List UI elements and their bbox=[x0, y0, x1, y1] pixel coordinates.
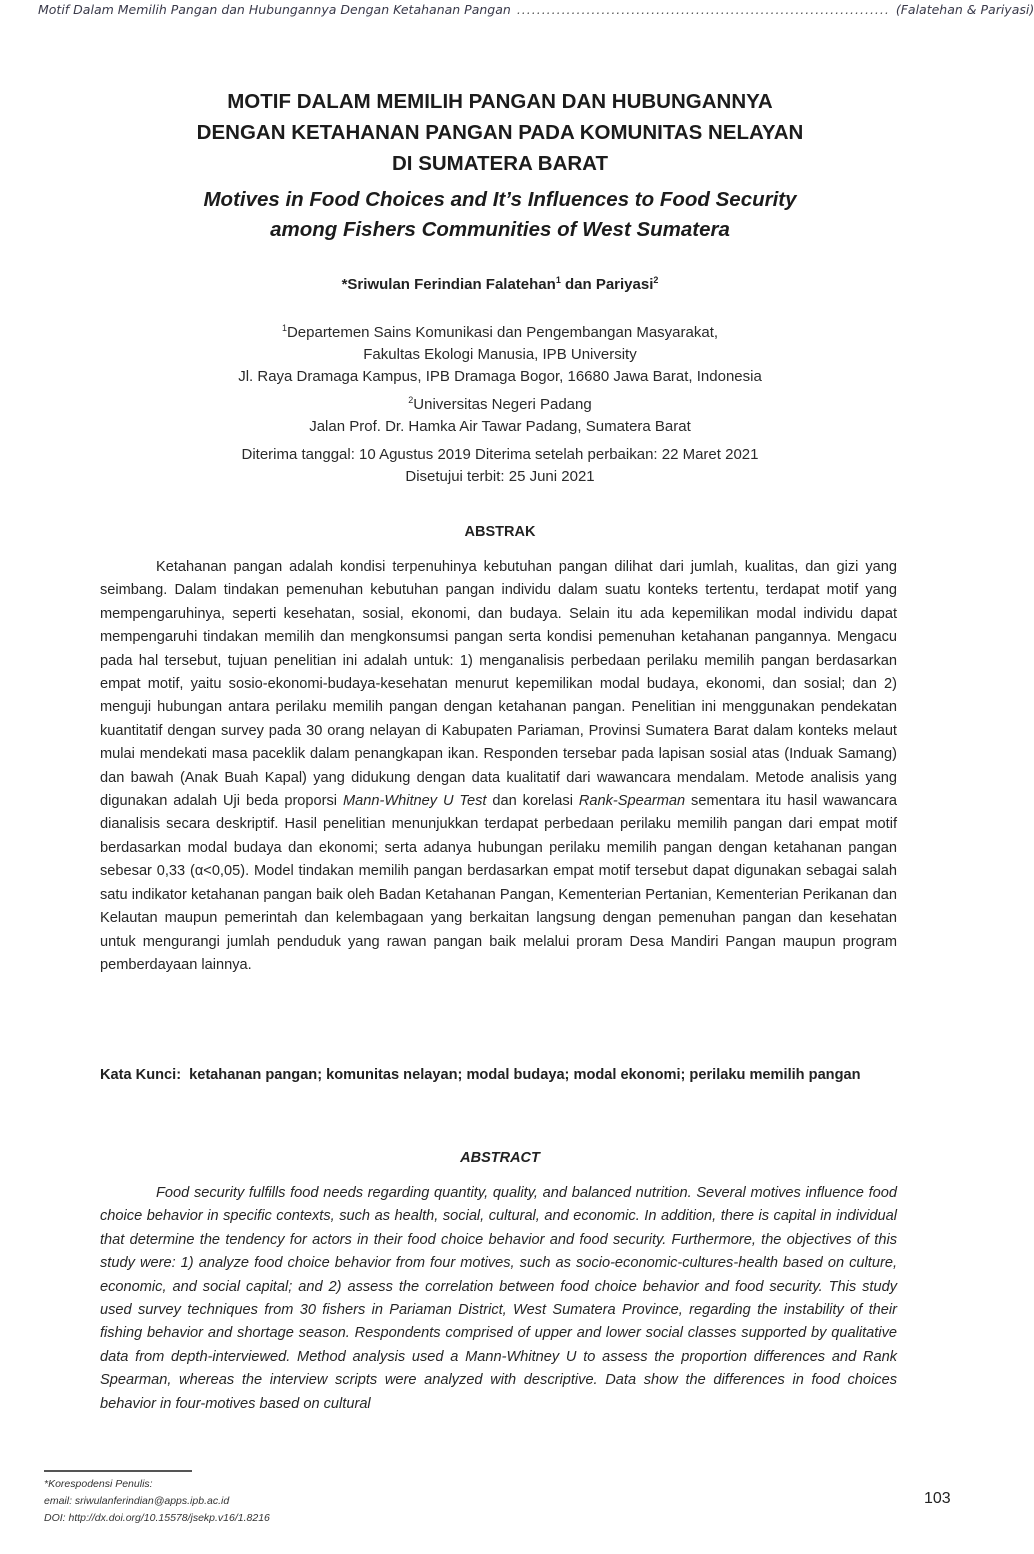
affiliation-1-marker: 1 bbox=[281, 323, 287, 333]
page-number: 103 bbox=[924, 1490, 951, 1507]
title-indonesian bbox=[0, 86, 1000, 179]
affiliation-1-faculty: Fakultas Ekologi Manusia, IPB University bbox=[363, 346, 637, 363]
title-indonesian-line: DENGAN KETAHANAN PANGAN PADA KOMUNITAS NELAYAN bbox=[196, 121, 804, 144]
keywords bbox=[100, 1064, 897, 1087]
affiliation-2-university: Universitas Negeri Padang bbox=[413, 396, 592, 413]
keywords-label: Kata Kunci: bbox=[100, 1067, 182, 1083]
title-block bbox=[0, 86, 1000, 245]
abstrak-italic-term: Mann-Whitney U Test bbox=[342, 793, 487, 810]
author-2: dan Pariyasi bbox=[560, 276, 654, 293]
approved-date: Disetujui terbit: 25 Juni 2021 bbox=[405, 468, 595, 485]
authors bbox=[0, 276, 1000, 293]
title-english-line: among Fishers Communities of West Sumatera bbox=[270, 218, 730, 241]
abstrak-text bbox=[100, 556, 897, 977]
title-english-line: Motives in Food Choices and It’s Influences to Food Security bbox=[203, 188, 797, 211]
running-header bbox=[38, 2, 1034, 17]
affiliations bbox=[0, 322, 1000, 488]
running-header-leader-dots: ........................................................................... bbox=[516, 2, 890, 17]
abstrak-heading: ABSTRAK bbox=[464, 524, 536, 540]
abstract-text: Food security fulfills food needs regarding quantity, quality, and balanced nutrition. Several motives influence food choice behavior in specific contexts, such as health, social, cultural, and economic. In addition, there is capital in individual that determine the tendency for actors in their food choice behavior and food security. Furthermore, the objectives of this study were: 1) analyze food choice behavior from four motives, such as socio-economic-cultures-health based on culture, economic, and social capital; and 2) assess the correlation between food choice behavior and food security. This study used survey techniques from 30 fishers in Pariaman District, West Sumatera Province, regarding the instability of their fishing behavior and shortage season. Respondents comprised of upper and lower social classes supported by qualitative data from depth-interviewed. Method analysis used a Mann-Whitney U to assess the proportion differences and Rank Spearman, whereas the interview scripts were analyzed with descriptive. Data show the differences in food choices behavior in four-motives based on cultural bbox=[100, 1185, 897, 1412]
title-english bbox=[0, 185, 1000, 245]
keywords-text: ketahanan pangan; komunitas nelayan; modal budaya; modal ekonomi; perilaku memilih pangan bbox=[189, 1067, 861, 1083]
author-2-affil-marker: 2 bbox=[653, 275, 659, 285]
affiliation-1-line bbox=[0, 322, 1000, 344]
footnote bbox=[44, 1476, 270, 1527]
running-header-title: Motif Dalam Memilih Pangan dan Hubungannya Dengan Ketahanan Pangan bbox=[38, 2, 511, 17]
received-dates: Diterima tanggal: 10 Agustus 2019 Diterima setelah perbaikan: 22 Maret 2021 bbox=[241, 446, 759, 463]
author-1: *Sriwulan Ferindian Falatehan bbox=[341, 276, 556, 293]
footnote-correspondence: *Korespodensi Penulis: bbox=[44, 1478, 153, 1490]
abstrak-text-part: Ketahanan pangan adalah kondisi terpenuhinya kebutuhan pangan dilihat dari jumlah, kualitas, dan gizi yang seimbang. Dalam tindakan pemenuhan kebutuhan pangan individu dalam suatu konteks tertentu, terdapat motif yang mempengaruhinya, seperti kesehatan, sosial, ekonomi, dan budaya. Selain itu ada kepemilikan modal individu dapat mempengaruhi tindakan memilih dan mengkonsumsi pangan serta kondisi pemenuhan ketahanan pangannya. Mengacu pada hal tersebut, tujuan penelitian ini adalah untuk: 1) menganalisis perbedaan perilaku memilih pangan berdasarkan empat motif, yaitu sosio-ekonomi-budaya-kesehatan menurut kepemilikan modal budaya, ekonomi, dan sosial; dan 2) menguji hubungan antara perilaku memilih pangan dengan ketahanan pangan. Penelitian ini menggunakan pendekatan kuantitatif dengan survey pada 30 orang nelayan di Kabupaten Pariaman, Provinsi Sumatera Barat dalam konteks melaut mulai mendekati masa paceklik dalam penangkapan ikan. Responden tersebar pada lapisan sosial atas (Induak Samang) dan bawah (Anak Buah Kapal) yang didukung dengan data kualitatif dari wawancara mendalam. Metode analisis yang digunakan adalah Uji beda proporsi bbox=[100, 559, 897, 810]
author-1-affil-marker: 1 bbox=[555, 275, 561, 285]
abstrak-text-part: sementara itu hasil wawancara dianalisis secara deskriptif. Hasil penelitian menunjukkan terdapat perbedaan perilaku memilih pangan dari empat motif berdasarkan modal budaya dan ekonomi; serta adanya hubungan perilaku memilih pangan dengan ketahanan pangan sebesar 0,33 (α<0,05). Model tindakan memilih pangan berdasarkan empat motif tersebut dapat digunakan sebagai salah satu indikator ketahanan pangan baik oleh Badan Ketahanan Pangan, Kementerian Pertanian, Kementerian Perikanan dan Kelautan maupun pemerintah dan kelembagaan yang berkaitan langsung dengan pemenuhan pangan dan kesehatan untuk mengurangi jumlah penduduk yang rawan pangan baik melalui proram Desa Mandiri Pangan maupun program pemberdayaan lainnya. bbox=[100, 793, 897, 973]
abstrak-text-part: dan korelasi bbox=[486, 793, 579, 810]
footnote-doi[interactable]: DOI: http://dx.doi.org/10.15578/jsekp.v16/1.8216 bbox=[44, 1512, 270, 1524]
abstrak-italic-term: Rank-Spearman bbox=[578, 793, 686, 810]
abstract-heading: ABSTRACT bbox=[460, 1150, 540, 1166]
affiliation-1-address: Jl. Raya Dramaga Kampus, IPB Dramaga Bogor, 16680 Jawa Barat, Indonesia bbox=[238, 368, 762, 385]
footnote-rule bbox=[44, 1470, 192, 1472]
affiliation-1-department: Departemen Sains Komunikasi dan Pengembangan Masyarakat, bbox=[286, 324, 719, 341]
running-header-authors: (Falatehan & Pariyasi) bbox=[895, 2, 1034, 17]
footnote-email[interactable]: email: sriwulanferindian@apps.ipb.ac.id bbox=[44, 1495, 230, 1507]
title-indonesian-line: MOTIF DALAM MEMILIH PANGAN DAN HUBUNGANNYA bbox=[227, 90, 773, 113]
title-indonesian-line: DI SUMATERA BARAT bbox=[392, 152, 608, 175]
affiliation-2-address: Jalan Prof. Dr. Hamka Air Tawar Padang, Sumatera Barat bbox=[309, 418, 691, 435]
affiliation-2-marker: 2 bbox=[408, 395, 414, 405]
affiliation-2-line bbox=[0, 394, 1000, 416]
